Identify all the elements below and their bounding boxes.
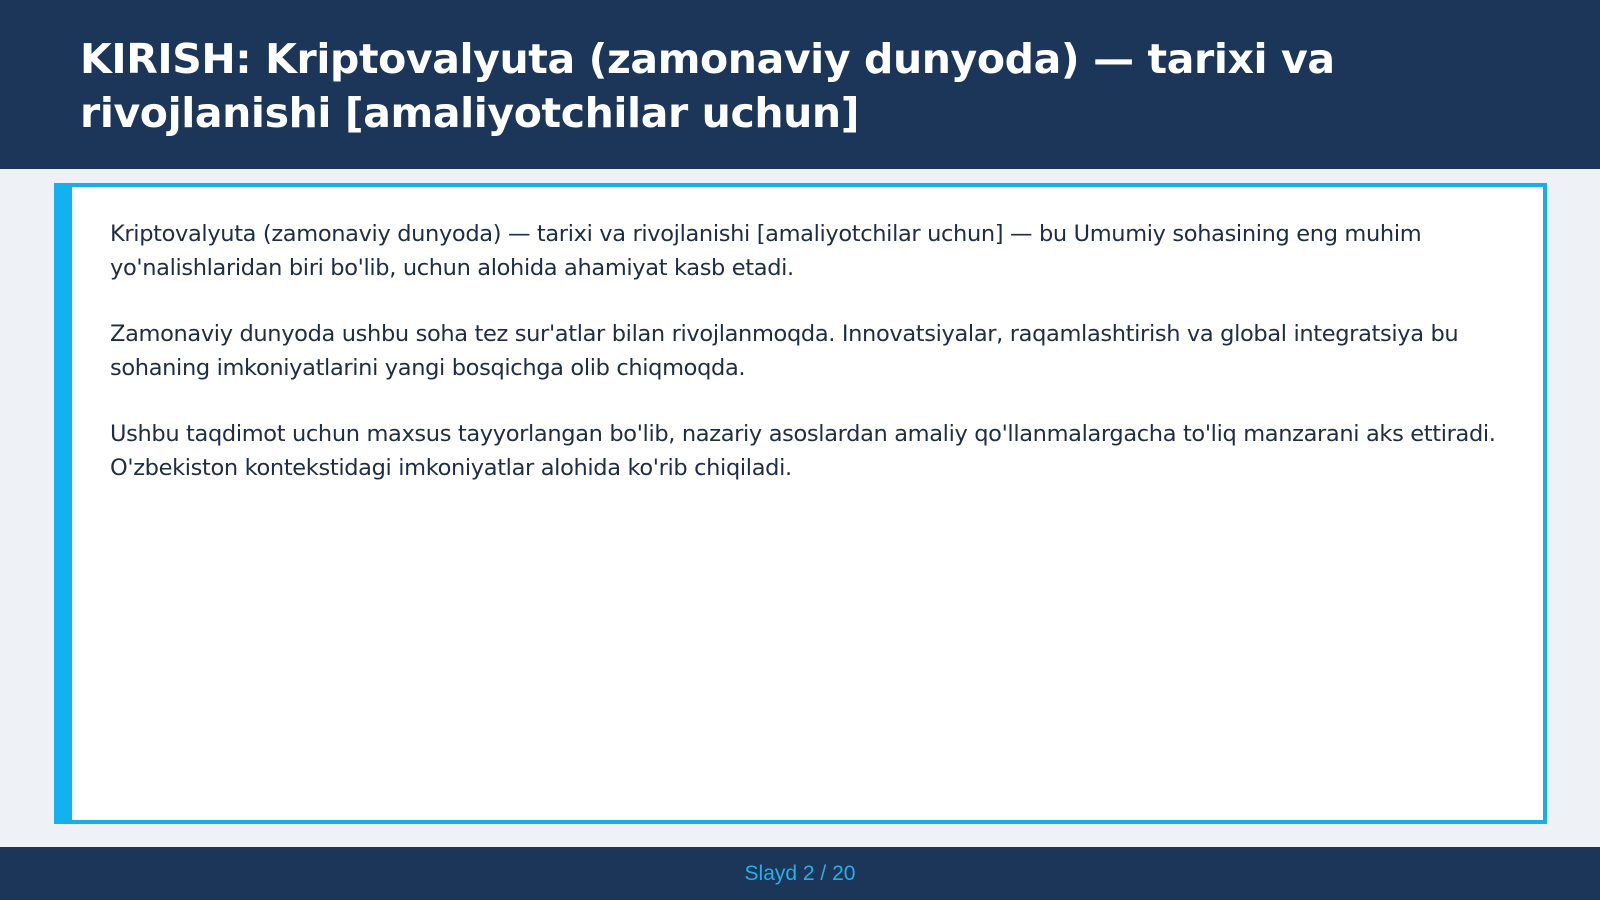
paragraph-modern-world: Zamonaviy dunyoda ushbu soha tez sur'atlar bilan rivojlanmoqda. Innovatsiyalar, raqamlashtirish va global integratsiya bu sohaning imkoniyatlarini yangi bosqichga olib chiqmoqda. (110, 321, 1459, 381)
paragraph-presentation-scope: Ushbu taqdimot uchun maxsus tayyorlangan bo'lib, nazariy asoslardan amaliy qo'llanmalargacha to'liq manzarani aks ettiradi. O'zbekiston kontekstidagi imkoniyatlar alohida ko'rib chiqiladi. (110, 421, 1496, 481)
slide-header (0, 0, 1600, 169)
slide-title: KIRISH: Kriptovalyuta (zamonaviy dunyoda) — tarixi va rivojlanishi [amaliyotchilar uchun] (80, 35, 1335, 137)
content-box (54, 183, 1547, 824)
paragraph-intro: Kriptovalyuta (zamonaviy dunyoda) — tarixi va rivojlanishi [amaliyotchilar uchun] — bu Umumiy sohasining eng muhim yo'nalishlaridan biri bo'lib, uchun alohida ahamiyat kasb etadi. (110, 221, 1422, 281)
slide-counter: Slayd 2 / 20 (744, 861, 856, 885)
content-body (72, 187, 1543, 485)
slide-footer (0, 847, 1600, 900)
